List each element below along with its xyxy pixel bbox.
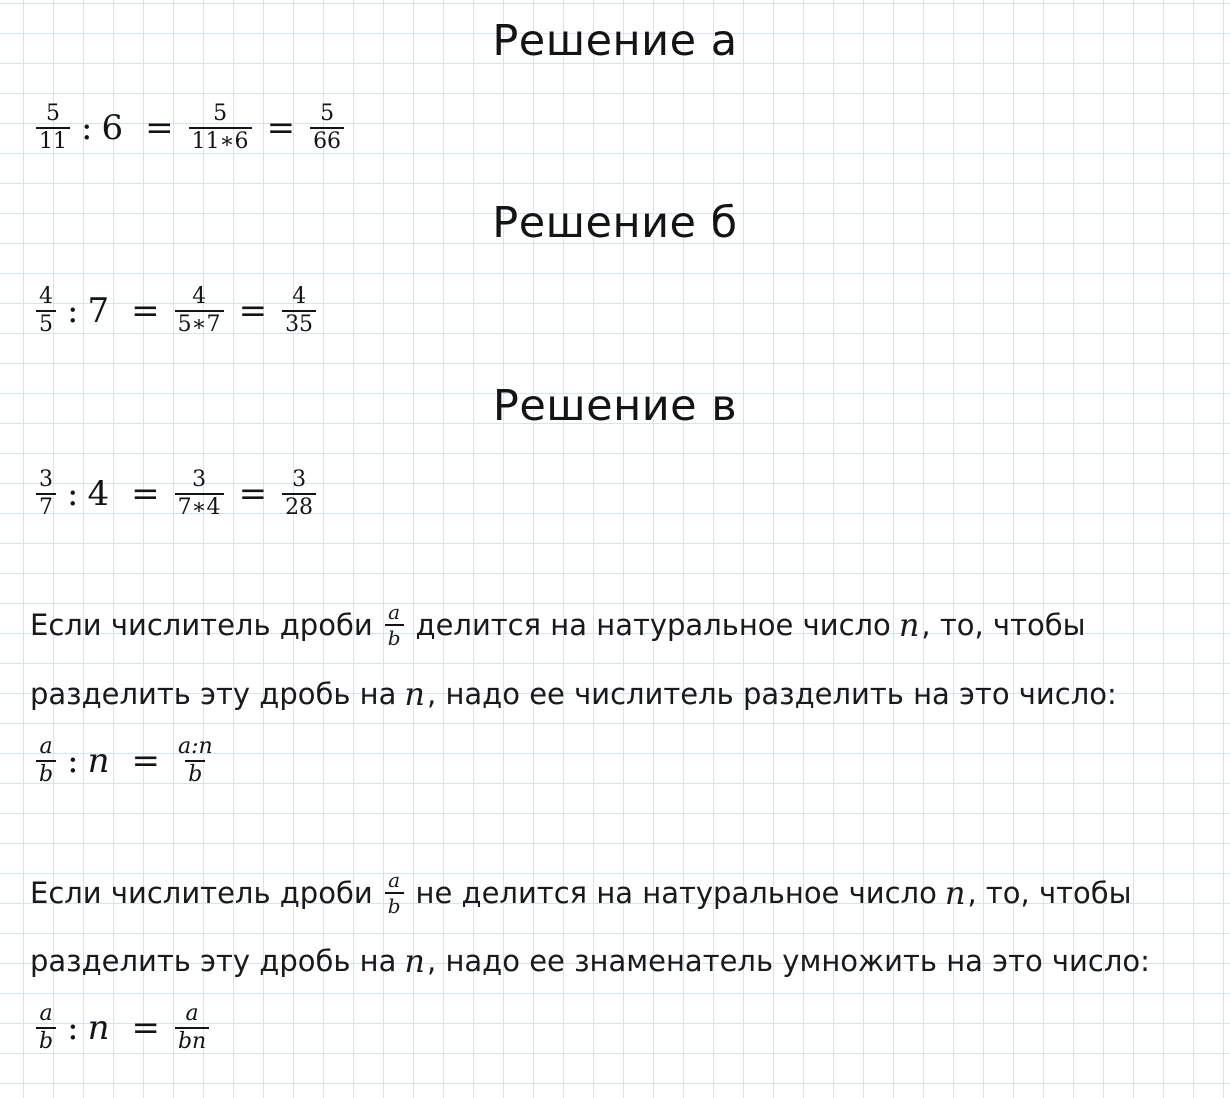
rule2-line1 — [30, 868, 1132, 918]
fraction — [187, 101, 254, 155]
fraction — [34, 1001, 58, 1055]
denominator: 7∗4 — [175, 493, 224, 521]
denominator: 11 — [36, 127, 70, 155]
inline-fraction — [383, 600, 406, 650]
variable-n: n — [944, 874, 966, 912]
rule-text: , то, чтобы — [967, 876, 1132, 910]
equals-sign: = — [145, 108, 174, 148]
fraction — [308, 101, 346, 155]
variable-n: n — [898, 606, 920, 644]
numerator: 5 — [320, 101, 335, 126]
divisor: 6 — [101, 108, 124, 148]
inline-fraction — [383, 868, 406, 918]
numerator: a — [39, 734, 53, 759]
fraction — [280, 284, 318, 338]
fraction — [34, 734, 58, 788]
denominator: 5 — [36, 310, 56, 338]
equals-sign: = — [266, 108, 296, 148]
equals-sign: = — [131, 741, 160, 781]
numerator: a — [39, 1001, 53, 1026]
divisor: 4 — [87, 474, 110, 514]
numerator: 4 — [292, 284, 307, 309]
numerator: 5 — [213, 101, 228, 126]
variable-n: n — [87, 741, 110, 781]
colon-sign: : — [67, 291, 79, 331]
numerator: a — [185, 1001, 199, 1026]
rule-text: разделить эту дробь на — [30, 677, 397, 711]
fraction — [173, 467, 226, 521]
fraction — [34, 101, 72, 155]
fraction — [34, 284, 58, 338]
denominator: b — [36, 760, 56, 788]
rule-text: делится на натуральное число — [415, 608, 891, 642]
numerator: 3 — [292, 467, 307, 492]
heading-solution-b: Решение б — [492, 198, 738, 248]
colon-sign: : — [67, 474, 79, 514]
rule-text: не делится на натуральное число — [415, 876, 937, 910]
denominator: b — [385, 892, 404, 918]
colon-sign: : — [81, 108, 93, 148]
denominator: 66 — [310, 127, 344, 155]
colon-sign: : — [67, 741, 79, 781]
numerator: 3 — [192, 467, 207, 492]
equation-a — [34, 96, 346, 160]
rule-text: , надо ее числитель разделить на это число: — [427, 677, 1117, 711]
rule2-formula — [34, 996, 211, 1060]
rule-text: Если числитель дроби — [30, 608, 373, 642]
equation-c — [34, 462, 318, 526]
numerator: 4 — [39, 284, 53, 309]
numerator: 3 — [39, 467, 53, 492]
rule1-formula — [34, 729, 218, 793]
equals-sign: = — [238, 291, 268, 331]
fraction — [34, 467, 58, 521]
fraction — [173, 1001, 211, 1055]
variable-n: n — [87, 1008, 110, 1048]
denominator: 35 — [282, 310, 316, 338]
equals-sign: = — [131, 474, 160, 514]
denominator: b — [36, 1027, 56, 1055]
numerator: 4 — [192, 284, 207, 309]
colon-sign: : — [67, 1008, 79, 1048]
numerator: a — [388, 600, 401, 624]
variable-n: n — [404, 942, 426, 980]
heading-solution-c: Решение в — [492, 381, 738, 431]
denominator: b — [385, 624, 404, 650]
equals-sign: = — [238, 474, 268, 514]
divisor: 7 — [87, 291, 110, 331]
denominator: 28 — [282, 493, 316, 521]
equals-sign: = — [131, 1008, 160, 1048]
fraction — [280, 467, 318, 521]
rule-text: разделить эту дробь на — [30, 944, 397, 978]
heading-solution-a: Решение а — [492, 16, 738, 66]
rule1-line1 — [30, 600, 1085, 650]
rule-text: , то, чтобы — [921, 608, 1086, 642]
fraction — [173, 284, 226, 338]
denominator: 7 — [36, 493, 56, 521]
rule1-line2 — [30, 674, 1117, 714]
rule-text: Если числитель дроби — [30, 876, 373, 910]
equals-sign: = — [131, 291, 160, 331]
equation-b — [34, 279, 318, 343]
fraction — [173, 734, 218, 788]
denominator: bn — [175, 1027, 209, 1055]
rule-text: , надо ее знаменатель умножить на это число: — [427, 944, 1150, 978]
rule2-line2 — [30, 941, 1150, 981]
numerator: a — [388, 868, 401, 892]
numerator: a:n — [177, 734, 213, 759]
denominator: 5∗7 — [175, 310, 224, 338]
numerator: 5 — [46, 101, 60, 126]
variable-n: n — [404, 675, 426, 713]
denominator: 11∗6 — [189, 127, 252, 155]
denominator: b — [185, 760, 205, 788]
